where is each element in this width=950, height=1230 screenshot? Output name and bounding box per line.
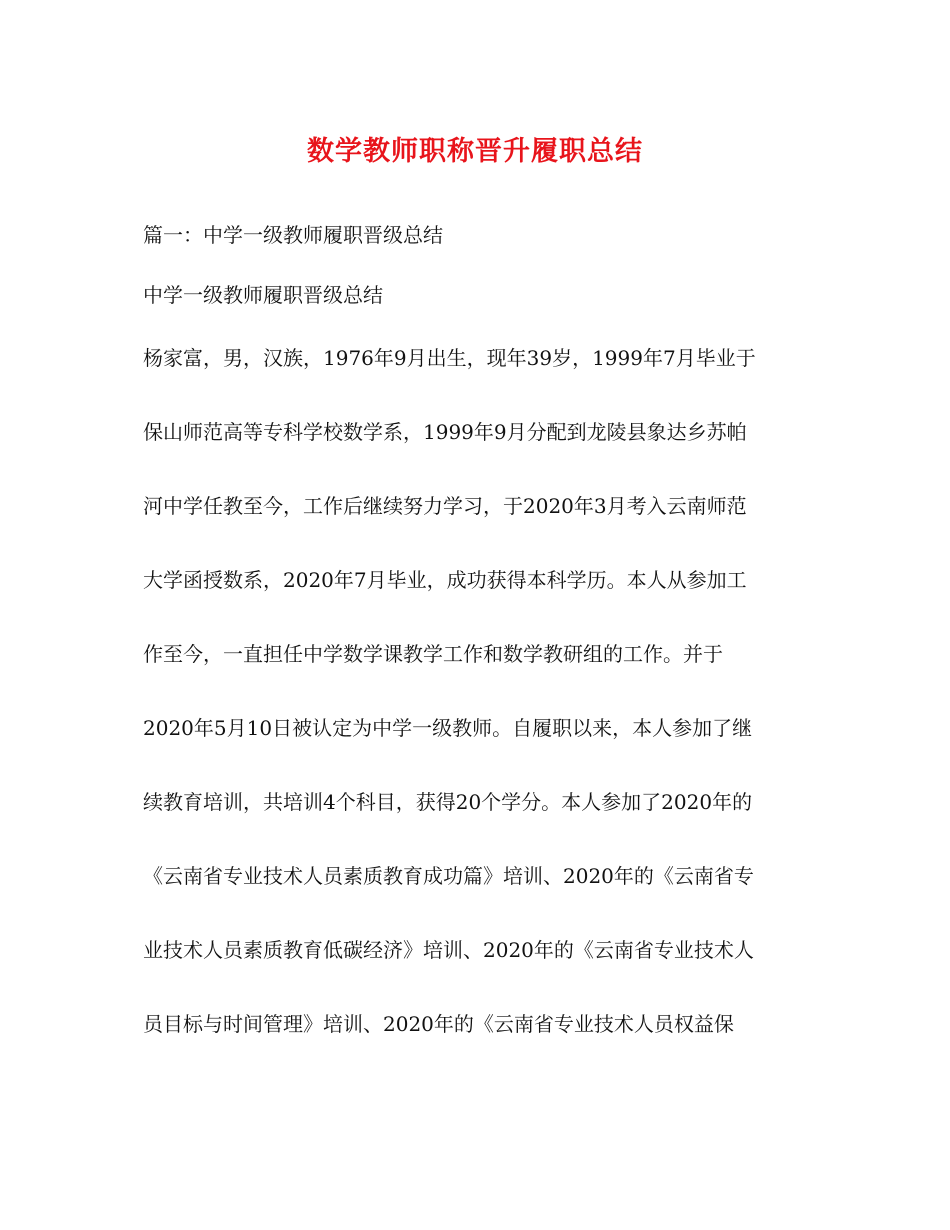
body-paragraph — [143, 338, 813, 1078]
body-line: 大学函授数系，2020年7月毕业，成功获得本科学历。本人从参加工 — [143, 568, 747, 592]
body-line: 河中学任教至今，工作后继续努力学习，于2020年3月考入云南师范 — [143, 494, 747, 518]
body-line: 《云南省专业技术人员素质教育成功篇》培训、2020年的《云南省专 — [143, 864, 754, 888]
sub-heading: 中学一级教师履职晋级总结 — [143, 283, 383, 307]
section-heading: 篇一：中学一级教师履职晋级总结 — [143, 223, 443, 247]
body-line: 保山师范高等专科学校数学系，1999年9月分配到龙陵县象达乡苏帕 — [143, 420, 747, 444]
body-line: 杨家富，男，汉族，1976年9月出生，现年39岁，1999年7月毕业于 — [143, 346, 756, 370]
body-line: 员目标与时间管理》培训、2020年的《云南省专业技术人员权益保 — [143, 1012, 734, 1036]
body-line: 作至今，一直担任中学数学课教学工作和数学教研组的工作。并于 — [143, 642, 723, 666]
body-line: 业技术人员素质教育低碳经济》培训、2020年的《云南省专业技术人 — [143, 938, 754, 962]
body-line: 2020年5月10日被认定为中学一级教师。自履职以来，本人参加了继 — [143, 716, 753, 740]
document-title: 数学教师职称晋升履职总结 — [307, 136, 643, 167]
body-line: 续教育培训，共培训4个科目，获得20个学分。本人参加了2020年的 — [143, 790, 753, 814]
